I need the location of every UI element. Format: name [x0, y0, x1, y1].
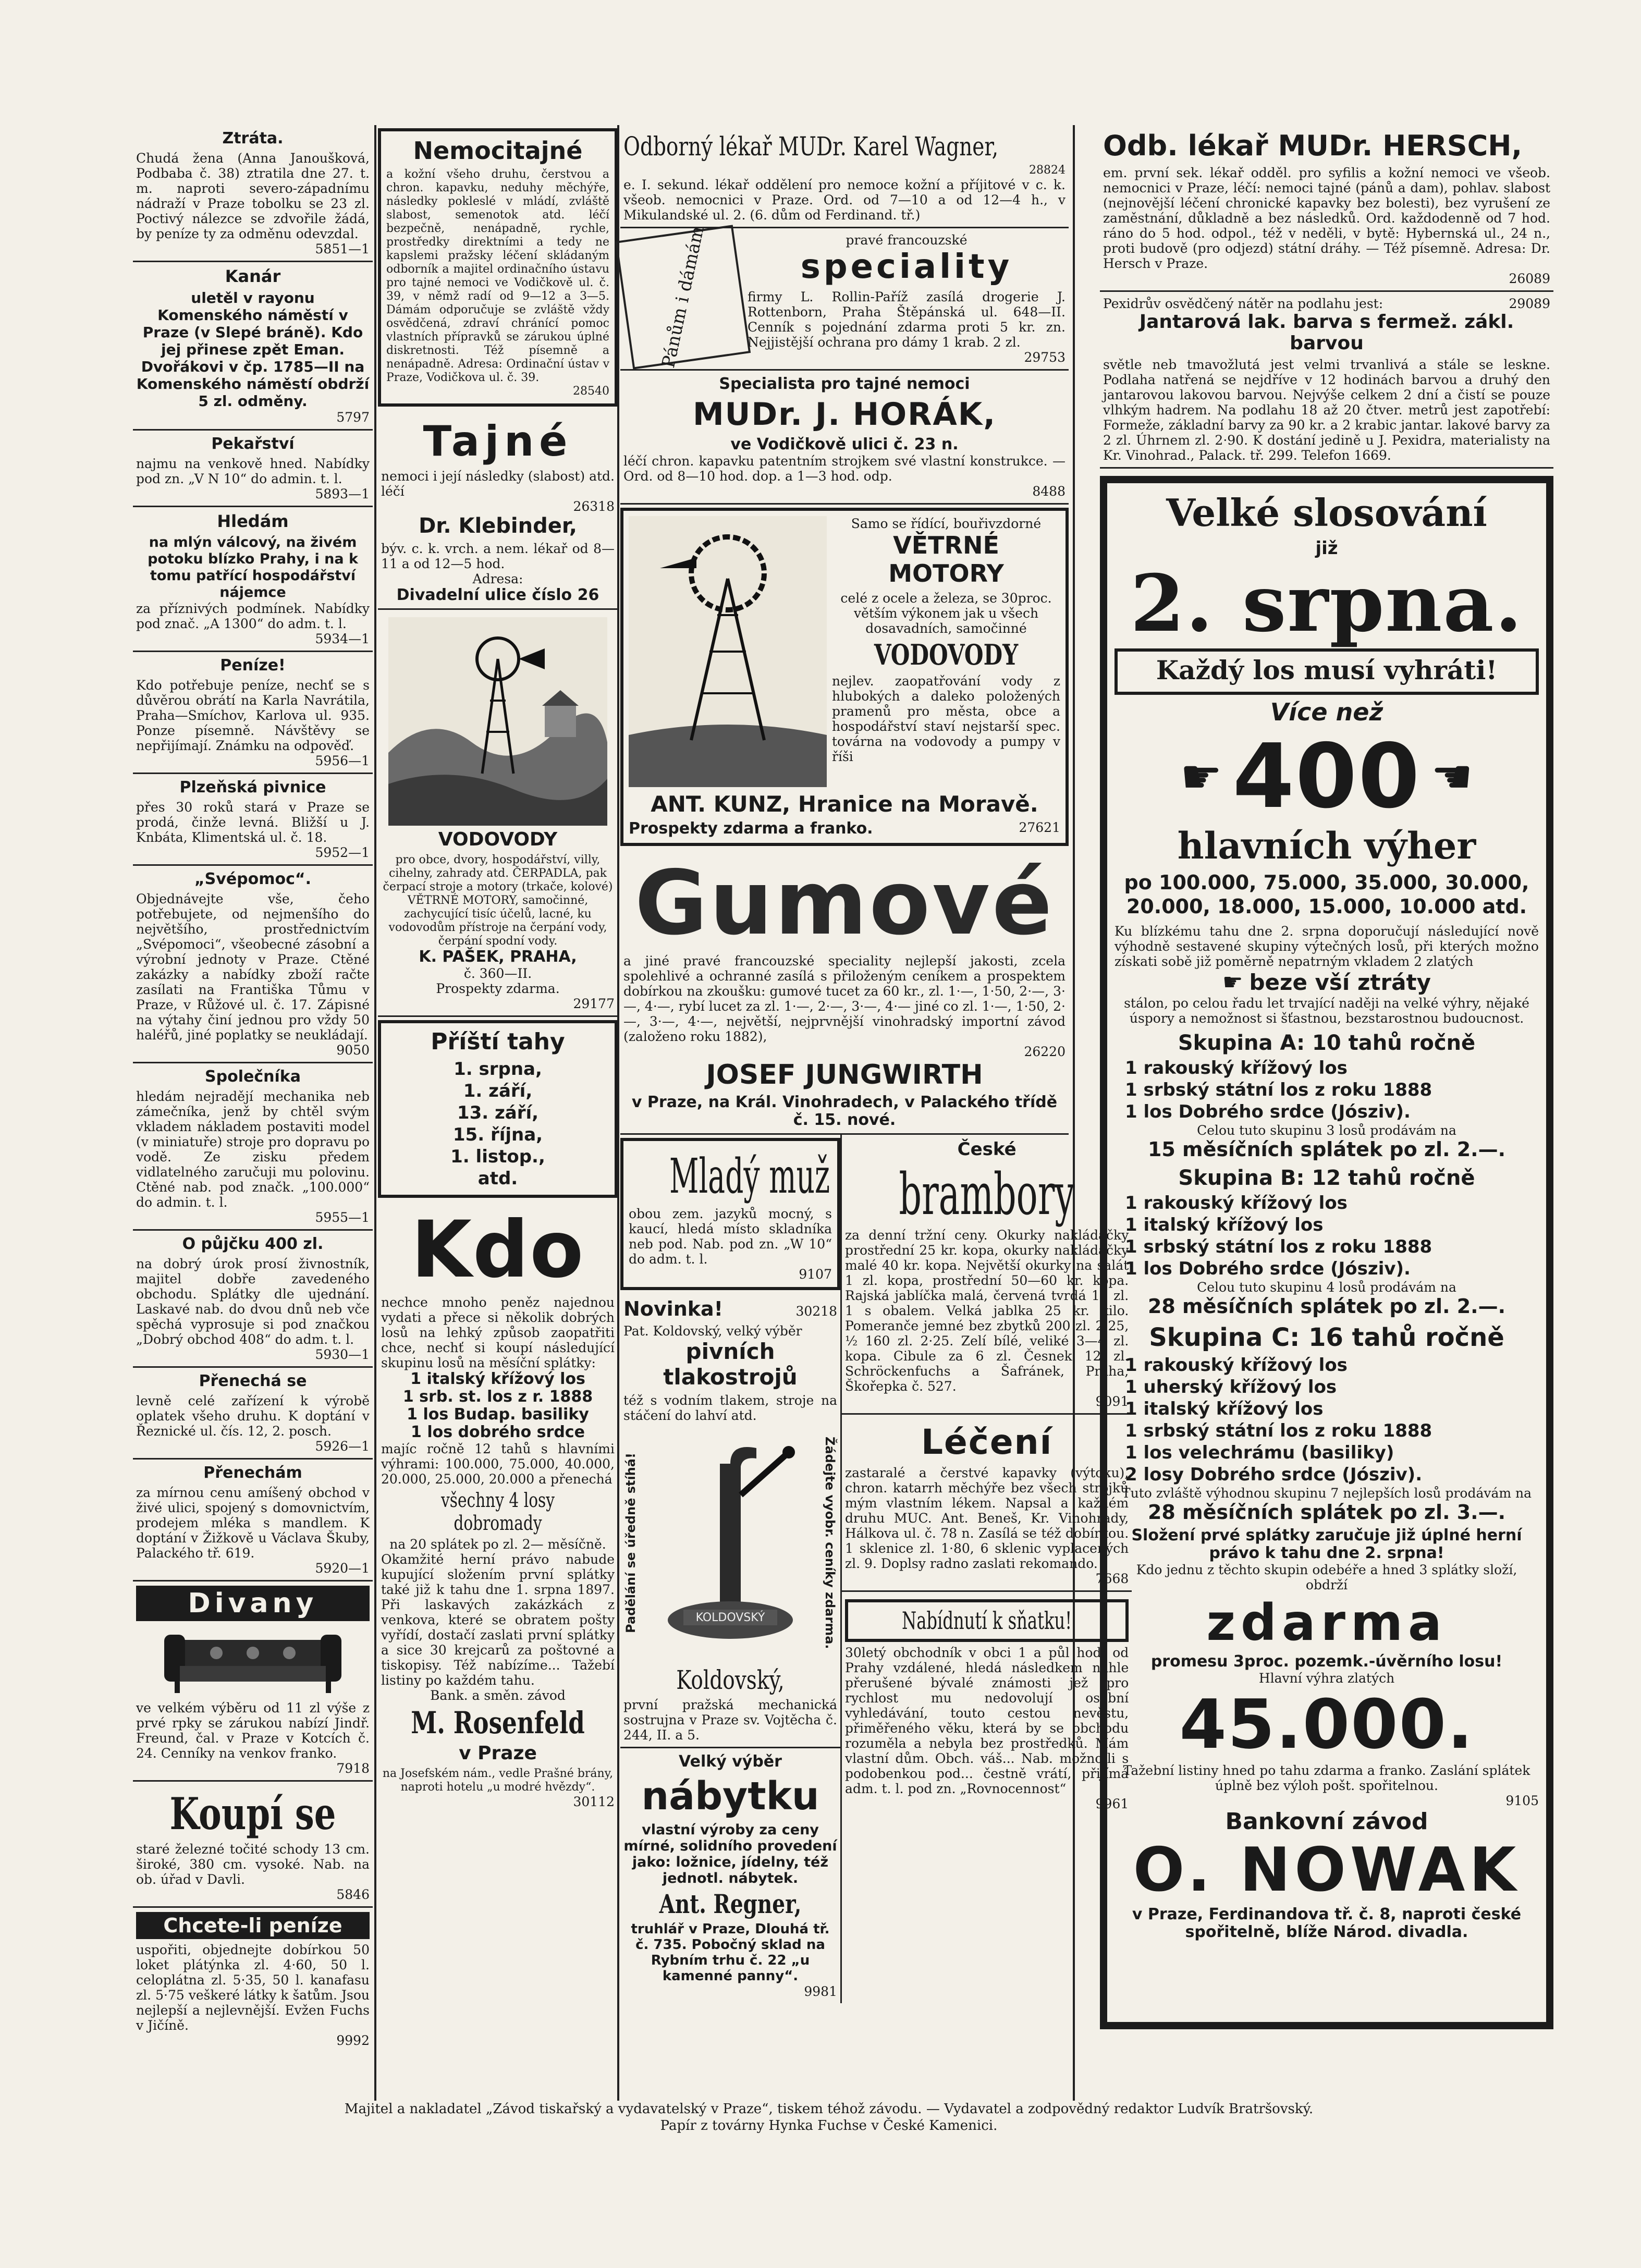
ad-number: 5920—1 [315, 1561, 370, 1576]
ad-horak [620, 371, 1069, 505]
ad-number: 5893—1 [315, 486, 370, 501]
ad-text-2: též s vodním tlakem, stroje na stáčení do lahví atd. [623, 1393, 837, 1423]
windmill-landscape-illustration [388, 617, 607, 826]
ad-number: 5797 [336, 410, 370, 425]
ad-number: 29089 [1509, 296, 1550, 311]
ticket-line: 1 italský křížový los [410, 1370, 585, 1388]
ad-spolecnika [133, 1063, 373, 1231]
ad-subtext: býv. c. k. vrch. a nem. lékař od 8—11 a od 12—5 hod. [381, 541, 615, 571]
col3-split-section [620, 1135, 1129, 2003]
bank-address: v Praze, Ferdinandova tř. č. 8, naproti české spořitelně, blíže Národ. divadla. [1132, 1905, 1522, 1941]
ad-number: 9992 [336, 2033, 370, 2048]
ad-prospects: Prospekty zdarma. [436, 981, 560, 996]
ad-number: 5934—1 [315, 631, 370, 646]
ad-heading: Společníka [205, 1068, 301, 1086]
ad-number: 5955—1 [315, 1210, 370, 1225]
draw-date: 13. září, [457, 1102, 539, 1123]
ad-number: 7918 [336, 1761, 370, 1776]
ad-number: 9050 [336, 1043, 370, 1058]
imprint-footer [219, 2101, 1439, 2134]
ad-heading: Divany [136, 1586, 370, 1621]
ad-heading: nábytku [641, 1774, 819, 1819]
ad-koupi-se [133, 1782, 373, 1908]
ad-text: a kožní všeho druhu, čerstvou a chron. kapavku, neduhy měchýře, následky pokleslé v mládí, zvláště slabost, semenotok atd. léčí bezpečně, nenápadně, rychle, prostředky direktními a tedy ne kapslemi pražsky léčení skládaným odborník a majitel ordinačního ústavu pro tajné nemoci ve Vodičkově ul. č. 39, v němž radí od 9—12 a 3—5. Dámám odporučuje se zvláště vždy osvědčená, zdraví chránící pomoc vlastních přípravků se zárukou úplné diskretnosti. Též písemně a nenápadně. Adresa: Ordinační ústav v Praze, Vodičkova ul. č. 39. [386, 168, 609, 384]
group-b-list [1115, 1192, 1539, 1280]
ad-heading: „Svépomoc“. [194, 870, 312, 888]
ad-loterie-nowak [1100, 476, 1553, 2029]
ad-heading: Peníze! [220, 656, 286, 675]
lottery-date: 2. srpna. [1130, 558, 1523, 649]
ad-pasek-vodovody [378, 610, 618, 1017]
ticket-line: 1 srb. st. los z r. 1888 [402, 1388, 593, 1406]
ad-text: staré železné točité schody 13 cm. široké, 380 cm. vysoké. Nab. na ob. úřad v Davli. [136, 1842, 370, 1887]
group-c-note: Tuto zvláště výhodnou skupinu 7 nejlepších losů prodávám na [1121, 1486, 1532, 1501]
lottery-main-prize: 45.000. [1179, 1685, 1474, 1764]
ad-text: uspořiti, objednejte dobírkou 50 loket plátýnka zl. 4·60, 50 l. celoplátna zl. 5·35, 50 l. kanafasu zl. 5·75 veškeré látky k šatům. Jsou nejlepší a nejlevnější. Evžen Fuchs v Jičíně. [136, 1942, 370, 2033]
ad-number: 5926—1 [315, 1439, 370, 1454]
ad-number: 5846 [336, 1887, 370, 1902]
sofa-illustration [159, 1624, 347, 1697]
ad-heading: O půjčku 400 zl. [182, 1235, 324, 1253]
ad-text: e. I. sekund. lékař oddělení pro nemoce kožní a příjitové v c. k. všeob. nemocnici v Praze. Ord. od 7—10 a od 12—4 h., v Mikulandské ul. 2. (6. dům od Ferdinand. tř.) [623, 177, 1066, 223]
group-a-note: Celou tuto skupinu 3 losů prodávám na [1197, 1123, 1456, 1138]
ad-highlight: všechny 4 losy dobromady [440, 1489, 555, 1535]
group-a-installments: 15 měsíčních splátek po zl. 2.—. [1147, 1138, 1506, 1161]
ad-footer-row [629, 820, 1060, 838]
group-b-item: 1 los Dobrého srdce (Jósziv). [1125, 1258, 1411, 1279]
ad-doctor-name: Dr. Klebinder, [419, 514, 577, 538]
lottery-heading: Velké slosování [1166, 491, 1487, 535]
ad-heading-box [845, 1599, 1129, 1642]
windmill-illustration [629, 516, 827, 787]
side-text: Padělání se úředně stíhá! [623, 1453, 638, 1633]
ad-firm: K. PAŠEK, PRAHA, [419, 948, 577, 966]
ad-kdo-losy [378, 1201, 618, 1813]
ad-leceni [842, 1415, 1132, 1592]
stamp-text: Pánům i dámám [657, 224, 708, 370]
ad-penize [133, 652, 373, 774]
hand-pointer-right-icon: ☛ [1180, 749, 1222, 804]
ad-location: v Praze [459, 1743, 537, 1764]
lottery-main-prize-label: Hlavní výhra zlatých [1258, 1671, 1395, 1686]
ad-header-row [623, 1297, 837, 1323]
lottery-intro: Ku blízkému tahu dne 2. srpna doporučují následující nově výhodně sestavené skupiny výtečných losů, při kterých možno získati sobě již poměrně nepatrným vkladem 2 zlatých [1115, 924, 1539, 969]
ad-prospects: Prospekty zdarma a franko. [629, 819, 873, 838]
ad-heading: Nemocitajné [413, 137, 583, 165]
ad-kunz-row [629, 516, 1060, 787]
ad-heading: Plzeňská pivnice [179, 778, 326, 796]
group-c-installments: 28 měsíčních splátek po zl. 3.—. [1147, 1501, 1506, 1524]
ad-nabytek [620, 1748, 840, 2003]
ad-heading: Kdo [411, 1205, 585, 1295]
draw-date: 1. září, [463, 1081, 533, 1101]
ad-body [832, 516, 1060, 787]
ad-number: 5952—1 [315, 845, 370, 860]
ad-svepomoc [133, 866, 373, 1063]
draw-date: 1. listop., [450, 1146, 545, 1167]
lottery-promesa: promesu 3proc. pozemk.-úvěrního losu! [1150, 1652, 1503, 1671]
ad-text: Pat. Koldovský, velký výběr [623, 1323, 802, 1339]
ad-text: Objednávejte vše, čeho potřebujete, od nejmenšího do největšího, prostřednictvím „Svépomoci“, všeobecné zásobní a výrobní jednoty v Praze. Ctěné zakázky a nabídky zboží račte zasílati na Františka Tůmu v Praze, v Růžové ul. č. 17. Zápisné na výtahy činí jednou pro vždy 50 haléřů, jiné poplatky se neukládají. [136, 891, 370, 1043]
ticket-line: 1 los Budap. basiliky [407, 1405, 589, 1424]
ad-installments: na 20 splátek po zl. 2— měsíčně. [389, 1537, 606, 1552]
ad-number: 9091 [1095, 1394, 1129, 1409]
ad-firm: JOSEF JUNGWIRTH [706, 1059, 983, 1090]
ad-text: uletěl v rayonu Komenského náměstí v Praze (v Slepé bráně). Kdo jej přinese zpět Eman. Dvořákovi v čp. 1785—II na Komenského náměstí obdrží 5 zl. odměny. [136, 289, 370, 410]
ad-nemocitajne [378, 128, 618, 407]
ad-gumove [620, 849, 1069, 1135]
ad-heading: Mladý muž [669, 1148, 830, 1204]
ad-heading: Léčení [921, 1422, 1053, 1462]
ad-text: obou zem. jazyků mocný, s kaucí, hledá místo skladníka neb pod. Nab. pod zn. „W 10“ do adm. t. l. [629, 1206, 832, 1267]
ad-ztrata [133, 125, 373, 262]
ad-text: Chudá žena (Anna Janoušková, Podbaba č. 38) ztratila dne 27. t. m. naproti severo-západnímu nádraží v Praze tobolku se 23 zl. Poctivý nálezce se zdvořile žádá, by peníze ty za odměnu odevzdal. [136, 151, 370, 241]
ad-number: 30112 [573, 1794, 615, 1809]
ad-number: 29753 [1024, 350, 1066, 365]
ad-text: a jiné pravé francouzské speciality nejlepší jakosti, zcela spolehlivé a ochranné zasílá s přiloženým ceníkem a prospektem dobírkou na zkoušku: gumové tucet za 60 kr., zl. 1·—, 1·50, 2·—, 3·—, 4·—, rybí lucet za zl. 1·—, 2·—, 3·—, 4·— jiné co zl. 1·—, 1·50, 2·—, 3·—, 4·—, největší, nejprvnější vinohradský importní závod (založeno roku 1882), [623, 953, 1066, 1044]
ad-heading: Ztráta. [222, 129, 284, 148]
ad-text: Kdo potřebuje peníze, nechť se s důvěrou obrátí na Karla Navrátila, Praha—Smíchov, Karlova ul. 935. Ponze písemně. Návštěvy se nepřijímají. Známku na odpověď. [136, 678, 370, 753]
ad-prenecha-se [133, 1368, 373, 1460]
ad-heading-2: pivních tlakostrojů [663, 1339, 798, 1390]
lottery-more-than: Více než [1270, 698, 1383, 726]
ticket-line: 1 los dobrého srdce [411, 1423, 585, 1441]
ad-chcete-li-penize [133, 1908, 373, 2052]
ad-heading: Tajné [423, 417, 573, 465]
group-b-note: Celou tuto skupinu 4 losů prodávám na [1197, 1280, 1456, 1295]
ad-pujcku [133, 1231, 373, 1368]
ad-bold-text: na mlýn válcový, na živém potoku blízko Prahy, i na k tomu patřící hospodářství nájemce [148, 534, 358, 600]
ad-number: 9105 [1505, 1793, 1539, 1808]
lottery-no-loss: beze vší ztráty [1249, 970, 1431, 995]
ad-pexidr [1100, 292, 1553, 469]
group-b-installments: 28 měsíčních splátek po zl. 2.—. [1147, 1295, 1506, 1318]
group-b-item: 1 italský křížový los [1125, 1215, 1324, 1235]
ad-heading: Příští tahy [431, 1028, 565, 1055]
group-a-item: 1 los Dobrého srdce (Jósziv). [1125, 1101, 1411, 1122]
ad-text: firmy L. Rollin-Paříž zasílá drogerie J. Rottenborn, Praha Štěpánská ul. 648—II. Cenník s pojednání zdarma proti 5 kr. zn. Nejjistější ochrana pro dámy 1 krab. 2 zl. [748, 289, 1066, 350]
ad-firm: Ant. Regner, [659, 1889, 802, 1919]
ad-bank-note: Bank. a směn. závod [430, 1688, 566, 1703]
group-c-list [1115, 1354, 1539, 1486]
lottery-must-win-box [1115, 648, 1539, 695]
ad-hersch [1100, 125, 1553, 292]
ad-pretext: České [957, 1139, 1017, 1160]
ad-number: 8488 [1032, 484, 1066, 499]
ad-text: přes 30 roků stará v Praze se prodá, činže levná. Bližší u J. Knbáta, Klimentská ul. č. 18. [136, 800, 370, 845]
ad-heading: brambory [899, 1161, 1075, 1228]
lottery-400: 400 [1232, 725, 1421, 828]
ad-number: 5851—1 [315, 241, 370, 256]
col3-left-sub [620, 1135, 842, 2003]
ad-address: č. 360—II. [463, 966, 532, 981]
ad-heading-2: VODOVODY [874, 638, 1019, 671]
ad-text: najmu na venkově hned. Nabídky pod zn. „V N 10“ do admin. t. l. [136, 456, 370, 486]
bank-label: Bankovní závod [1225, 1808, 1428, 1835]
group-a-item: 1 srbský státní los z roku 1888 [1125, 1080, 1432, 1100]
lottery-must-win: Každý los musí vyhráti! [1156, 655, 1498, 685]
stamp-box [615, 225, 751, 369]
ad-number: 27621 [1019, 820, 1060, 835]
lottery-first-payment: Složení prvé splátky zaručuje již úplné herní právo k tahu dne 2. srpna! [1131, 1526, 1522, 1562]
ad-number: 28540 [573, 385, 609, 398]
ad-heading: speciality [800, 248, 1013, 286]
ad-kunz [620, 508, 1069, 846]
ad-kanar [133, 262, 373, 431]
ad-heading: Odborný lékař MUDr. Karel Wagner, [623, 131, 999, 162]
draw-dates-list [386, 1058, 609, 1190]
group-b-item: 1 srbský státní los z roku 1888 [1125, 1236, 1432, 1257]
ad-address: na Josefském nám., vedle Prašné brány, naproti hotelu „u modré hvězdy“. [382, 1767, 614, 1794]
ad-text: levně celé zařízení k výrobě oplatek všeho druhu. K doptání v Řeznické ul. čís. 12, 2. posch. [136, 1393, 370, 1439]
ad-heading: Přenechá se [199, 1372, 307, 1390]
hand-pointer-left-icon: ☛ [1431, 749, 1474, 804]
ad-text-2: nejlev. zaopatřování vody z hlubokých a daleko položených pramenů pro města, obce a hospodářství staví nejstarší spec. továrna na vodovody a pumpy v říši [832, 673, 1060, 764]
ad-text: ve velkém výběru od 11 zl výše z prvé rpky se zárukou nabízí Jindř. Freund, čal. v Praze v Kotcích č. 24. Cenníky na venkov franko. [136, 1700, 370, 1761]
ad-heading: Chcete-li peníze [136, 1912, 370, 1939]
lottery-400-row [1115, 725, 1539, 828]
ad-text: za mírnou cenu amíšený obchod v živé ulici, spojený s domovnictvím, prodejem mléka s mandlem. K doptání v Žižkově u Václava Škuby, Palackého tř. 619. [136, 1485, 370, 1561]
ad-tajne [378, 410, 618, 610]
lottery-listings: Tažební listiny hned po tahu zdarma a franko. Zaslání splátek úplně bez výloh pošt. spořitelnou. [1123, 1763, 1530, 1793]
ad-text: celé z ocele a železa, se 30proc. větším výkonem jak u všech dosavadních, samočinné [840, 591, 1052, 636]
ad-number: 28824 [1029, 164, 1066, 177]
ad-text: pro obce, dvory, hospodářství, villy, cihelny, zahrady atd. ČERPADLA, pak čerpací stroje a motory (trkače, kolové) VĚTRNÉ MOTORY, samočinné, zachycující tisíc účelů, lacné, ku vodovodům přístroje na čerpání vody, čerpání spodní vody. [383, 853, 613, 948]
side-text: Žádejte vyobr. ceníky zdarma. [823, 1437, 837, 1649]
ad-subtext: ve Vodičkově ulici č. 23 n. [730, 435, 959, 453]
ad-pretext: pravé francouzské [846, 232, 968, 248]
bank-name: O. NOWAK [1133, 1835, 1521, 1905]
ad-text: nechce mnoho peněz najednou vydati a přece si několik dobrých losů na lehký způsob zaopatřiti chce, nechť si koupí následující skupinu losů na měsíční splátky: [381, 1295, 615, 1370]
ad-pristi-tahy [378, 1020, 618, 1198]
ticket-line: majíc ročně 12 tahů s hlavními výhrami: 100.000, 75.000, 40.000, 20.000, 25.000, 20.000 a přenechá [381, 1441, 615, 1487]
group-c-heading: Skupina C: 16 tahů ročně [1149, 1323, 1504, 1352]
group-a-heading: Skupina A: 10 tahů ročně [1178, 1031, 1476, 1055]
ad-heading: Gumové [634, 852, 1055, 955]
ad-heading: MUDr. J. HORÁK, [692, 396, 997, 433]
ad-body [748, 232, 1066, 365]
ad-heading: Hledám [217, 511, 289, 531]
ad-firm: M. Rosenfeld [411, 1705, 585, 1740]
column-2 [378, 125, 618, 1813]
ad-prenecham [133, 1460, 373, 1582]
group-c-item: 1 los velechrámu (basiliky) [1125, 1442, 1394, 1463]
ad-number: 26220 [1024, 1044, 1066, 1059]
lottery-hope: stálon, po celou řadu let trvající naději na velké výhry, nějaké úspory a nemožnost si šťastnou, bezstarostnou budoucnost. [1124, 996, 1529, 1026]
ad-number: 9961 [1095, 1796, 1129, 1811]
ad-heading: Nabídnutí k sňatku! [902, 1607, 1072, 1635]
ad-address: truhlář v Praze, Dlouhá tř. č. 735. Pobočný sklad na Rybním trhu č. 22 „u kamenné panny“. [631, 1921, 830, 1984]
col3-right-sub [842, 1135, 1132, 2003]
ad-pretext: Samo se řídící, bouřivzdorné [851, 516, 1042, 531]
ad-text: světle neb tmavožlutá jest velmi trvanlivá a stále se leskne. Podlaha natřená se nejdříve v 12 hodinách barvou a druhý den jantarovou lakovou barvou. Nejvýše celkem 2 dní a čistí se pouze vlhkým hadrem. Na podlahu 18 až 20 čtver. metrů jest zapotřebí: Formeže, základní barvy za 90 kr. a 2 krabic jantar. lakové barvy za 2 zl. Úhrnem zl. 2·90. K dostání jedině u J. Pexidra, materialisty na Kr. Vinohrad., Palack. tř. 299. Telefon 1669. [1103, 357, 1550, 463]
lottery-already: již [1315, 538, 1338, 559]
group-c-item: 1 uherský křížový los [1125, 1377, 1337, 1397]
ad-heading: Přenechám [203, 1464, 302, 1482]
imprint-line: Majitel a nakladatel „Závod tiskařský a vydavatelský v Praze“, tiskem téhož závodu. — Vydavatel a zodpovědný redaktor Ludvík Bratršovský. [344, 2101, 1314, 2117]
pump-block [638, 1432, 823, 1653]
ad-heading: Novinka! [623, 1297, 724, 1320]
ad-brambory [842, 1135, 1132, 1415]
group-c-item: 1 srbský státní los z roku 1888 [1125, 1420, 1432, 1441]
ad-text: vlastní výroby za ceny mírné, solidního provedení jako: ložnice, jídelny, též jednotl. nábytek. [623, 1822, 837, 1886]
column-3 [620, 125, 1129, 2003]
ad-subtext: první pražská mechanická sostrujna v Praze sv. Vojtěcha č. 244, II. a 5. [623, 1697, 837, 1743]
group-b-heading: Skupina B: 12 tahů ročně [1178, 1166, 1475, 1190]
ad-text-2: Okamžité herní právo nabude kupující složením první splátky také již k tahu dne 1. srpna 1897. Při laskavých zakázkách z venkova, které se obratem pošty vyřídí, dostačí zaslati první splátky a sice 30 krejcarů za poštovné a tiskopisy. Též nabízíme... Tažebí listiny po každém tahu. [381, 1552, 615, 1688]
draw-date: 15. října, [452, 1124, 543, 1145]
ad-hledam [133, 507, 373, 652]
ad-number: 29177 [573, 996, 615, 1011]
imprint-line: Papír z továrny Hynka Fuchse v České Kamenici. [660, 2118, 998, 2134]
beer-pump-illustration [652, 1432, 809, 1651]
ad-heading: VODOVODY [438, 829, 558, 850]
lottery-main-wins: hlavních výher [1177, 824, 1476, 867]
draw-date: 1. srpna, [454, 1059, 542, 1080]
column-rule [374, 125, 376, 2101]
ad-heading: Jantarová lak. barva s fermež. zákl. barvou [1139, 311, 1514, 354]
ad-text: za příznivých podmínek. Nabídky pod znač. „A 1300“ do adm. t. l. [136, 601, 370, 631]
ad-text: nemoci i její následky (slabost) atd. léčí [381, 469, 615, 499]
group-a-item: 1 rakouský křížový los [1125, 1058, 1348, 1078]
hand-pointer-right-icon: ☛ [1222, 969, 1243, 996]
ad-satku [842, 1592, 1132, 1816]
ad-speciality [620, 224, 1069, 371]
ad-address-label: Adresa: [472, 571, 523, 586]
ad-heading: Kanár [225, 266, 281, 286]
ad-heading: Pekařství [211, 435, 295, 453]
ad-number: 7668 [1095, 1571, 1129, 1586]
ad-heading: VĚTRNÉ MOTORY [888, 531, 1004, 587]
ad-pretext: Pexidrův osvědčený nátěr na podlahu jest: [1103, 296, 1383, 311]
ad-number: 9981 [804, 1984, 837, 1999]
ad-text: 30letý obchodník v obci 1 a půl hod. od Prahy vzdálené, hledá následkem náhle přerušené bývalé známosti jež pro rychlost mu nedovolují osobní vyhledávání, touto cestou nevěstu, přiměřeného věku, která by se obchodu rozuměla a nebyla bez prostředků. Mám vlastní dům. Obch. váš... Nab. možno-li s podobenkou pod... čestně vrátí, přijímá adm. t. l. pod zn. „Rovnocennost“ [845, 1645, 1129, 1796]
ad-novinka-koldovsky [620, 1293, 840, 1748]
ad-address: v Praze, na Král. Vinohradech, v Palackého třídě č. 15. nové. [631, 1093, 1058, 1129]
ad-mlady-muz [620, 1138, 840, 1290]
ad-text: na dobrý úrok prosí živnostník, majitel dobře zavedeného obchodu. Splátky dle ujednání. Laskavé nab. do dvou dnů neb vče spěchá vyprosuje si pod značkou „Dobrý obchod 408“ do adm. t. l. [136, 1256, 370, 1347]
group-c-item: 2 losy Dobrého srdce (Jósziv). [1125, 1464, 1423, 1485]
ad-divany [133, 1582, 373, 1782]
lottery-amounts: po 100.000, 75.000, 35.000, 30.000, 20.000, 18.000, 15.000, 10.000 atd. [1124, 871, 1529, 918]
lottery-no-loss-row [1115, 969, 1539, 996]
ad-number: 26089 [1509, 271, 1550, 286]
group-b-item: 1 rakouský křížový los [1125, 1193, 1348, 1213]
ad-number: 5956—1 [315, 753, 370, 768]
pump-row [623, 1423, 837, 1663]
ad-firm: ANT. KUNZ, Hranice na Moravě. [651, 791, 1038, 817]
ad-name: Koldovský, [676, 1665, 785, 1695]
ad-text: léčí chron. kapavku patentním strojkem své vlastní konstrukce. — Ord. od 8—10 hod. dop. a 1—3 hod. odp. [623, 453, 1066, 484]
ad-text: em. první sek. lékař odděl. pro syfilis a kožní nemoci ve všeob. nemocnici v Praze, léčí: nemoci tajné (pánů a dam), pohlav. slabost (nejnovější léčení chronické kapavky bez bolesti), bez vyrušení ze zaměstnání, důkladně a bez následků. Ord. každodenně od 7 hod. ráno do 5 hod. odpol., též v neděli, v bytě: Hybernská ul., 24 n., proti budově (pro odjezd) státní dráhy. — Též písemně. Adresa: Dr. Hersch v Praze. [1103, 165, 1550, 271]
draw-date: atd. [477, 1168, 518, 1189]
ad-pretext: Velký výběr [679, 1752, 782, 1771]
ad-pretext: Specialista pro tajné nemoci [719, 375, 970, 393]
ad-plzenska-pivnice [133, 774, 373, 866]
group-c-item: 1 rakouský křížový los [1125, 1355, 1348, 1376]
ad-number: 9107 [799, 1267, 832, 1282]
pump-badge: KOLDOVSKÝ [695, 1611, 765, 1624]
ad-text: zastaralé a čerstvé kapavky (výtoku), chron. katarrh měchýře bez všech strojků mým vlastním lékem. Napsal a každém druhu MUC. Ant. Beneš, Kr. Vinohrady, Hálkova ul. č. 78 n. Zasílá se též dobírkou. 1 sklenice zl. 1·80, 6 sklenic vyplacených zl. 9. Doplsy radno zaslati rekomando. [845, 1465, 1129, 1571]
column-1 [133, 125, 373, 2052]
ad-heading: Odb. lékař MUDr. HERSCH, [1103, 129, 1522, 162]
group-c-item: 1 italský křížový los [1125, 1399, 1324, 1419]
ad-number: 26318 [573, 499, 615, 514]
ad-wagner [620, 125, 1069, 228]
lottery-bonus-intro: Kdo jednu z těchto skupin odebéře a hned 3 splátky složí, obdrží [1136, 1562, 1517, 1592]
ad-text: za denní tržní ceny. Okurky nakládačky prostřední 25 kr. kopa, okurky nakládačky malé 40 kr. kopa. Největší okurky na salát 1 zl. kopa, prostřední 50—60 kr. kopa. Rajská jablíčka malá, červená tvrdá 12 zl. 1 s obalem. Velká jablka 25 kr. kilo. Pomeranče jemné bez zbytků 200 zl. 2·25, ½ 160 zl. 2·25. Zelí bílé, veliké 3—4 zl. kopa. Cibule za 6 zl. Česnek 12 zl. Schröckenfuchs a Šafránek, Praha, Škořepka č. 527. [845, 1228, 1129, 1394]
group-a-list [1115, 1057, 1539, 1123]
ad-number: 5930—1 [315, 1347, 370, 1362]
column-4 [1100, 125, 1553, 2029]
ad-heading: Koupí se [169, 1788, 336, 1840]
ad-header-row [1103, 296, 1550, 311]
ad-number: 30218 [795, 1304, 837, 1319]
ad-address: Divadelní ulice číslo 26 [396, 586, 599, 604]
lottery-free: zdarma [1206, 1593, 1447, 1652]
ad-pekarstvi [133, 431, 373, 507]
ad-text: hledám nejradějí mechanika neb zámečníka, jenž by chtěl svým vkladem nákladem postaviti model (v miniatuře) stroje pro dopravu po vodě. Ze zisku předem vidlatelného zaručuji mu polovinu. Ctěné nab. pod značk. „100.000“ do admin. t. l. [136, 1089, 370, 1210]
